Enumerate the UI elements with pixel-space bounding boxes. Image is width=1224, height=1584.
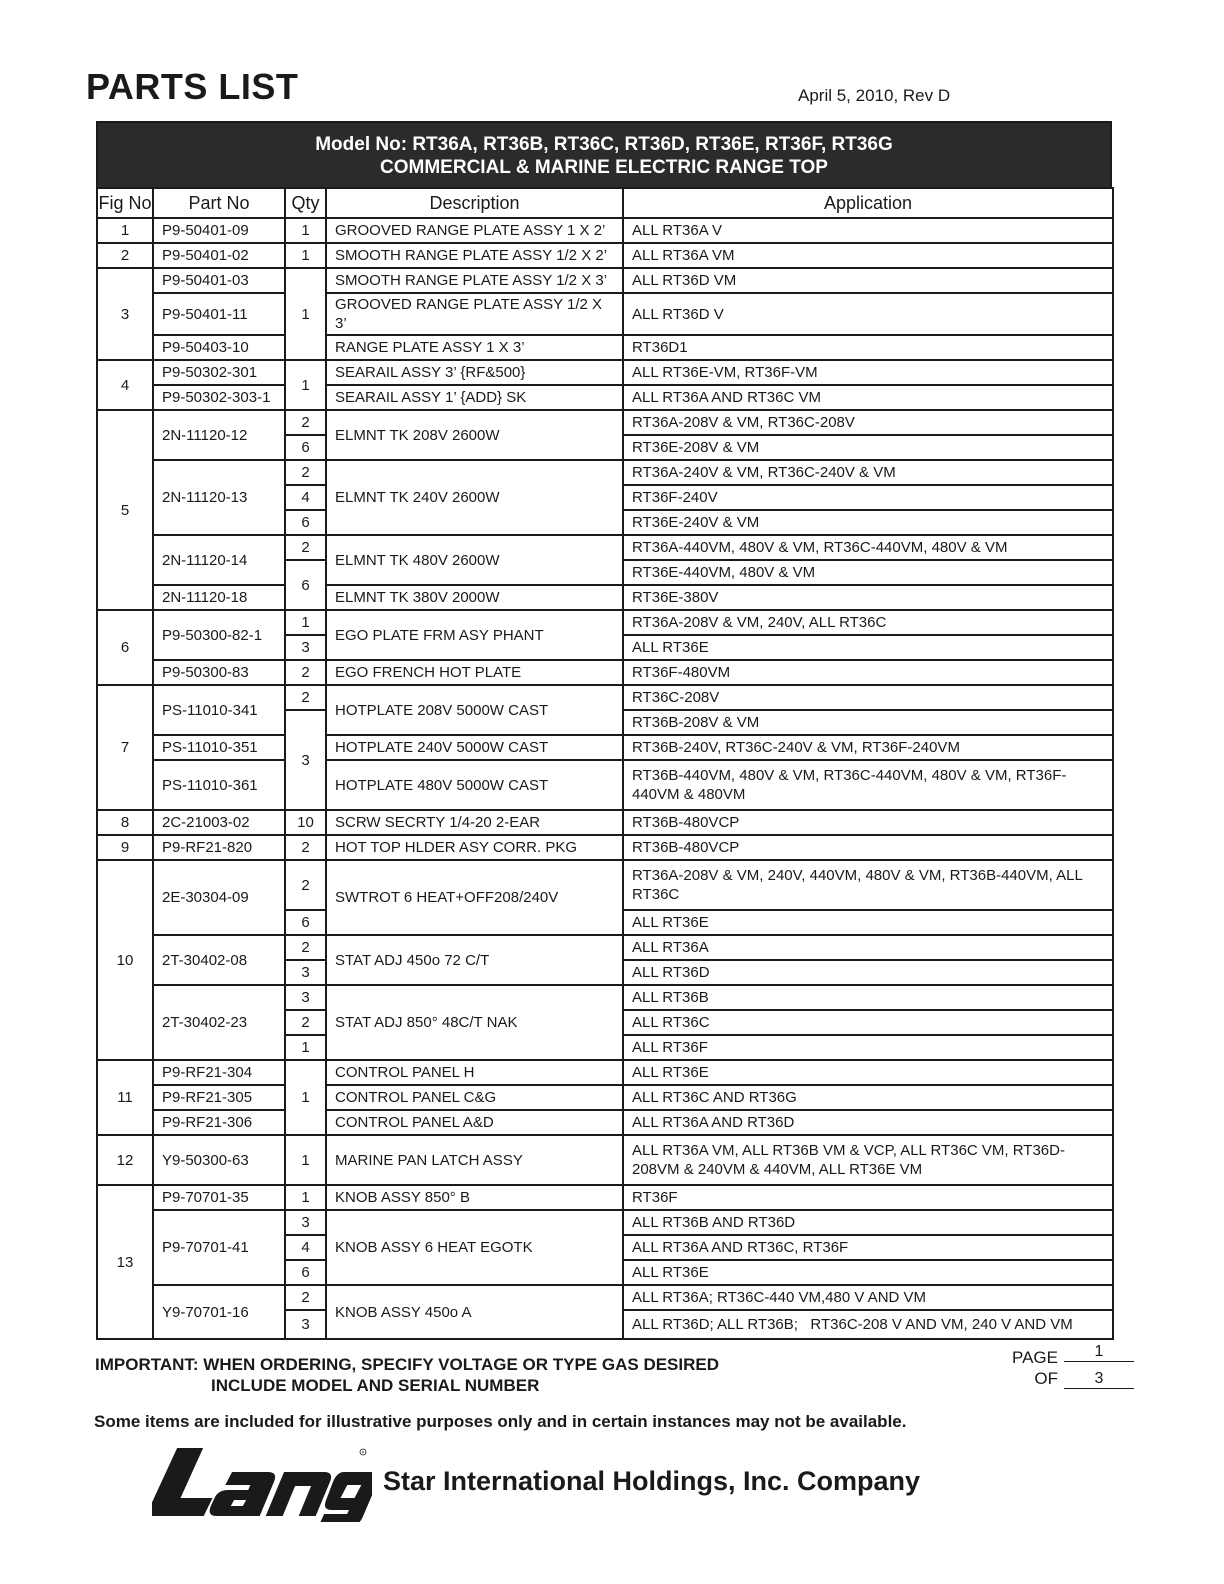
table-row [97, 1210, 1113, 1235]
description-cell: GROOVED RANGE PLATE ASSY 1 X 2’ [326, 218, 623, 243]
qty-cell: 2 [285, 835, 326, 860]
qty-cell: 3 [285, 960, 326, 985]
part-cell: P9-50401-11 [153, 293, 285, 335]
part-cell: 2N-11120-13 [153, 460, 285, 535]
application-cell: RT36B-480VCP [623, 835, 1113, 860]
fig-cell: 3 [97, 268, 153, 360]
application-cell: ALL RT36C [623, 1010, 1113, 1035]
application-cell: ALL RT36E [623, 1060, 1113, 1085]
application-cell: ALL RT36F [623, 1035, 1113, 1060]
table-row [97, 1060, 1113, 1085]
application-cell: RT36A-440VM, 480V & VM, RT36C-440VM, 480V & VM [623, 535, 1113, 560]
table-row [97, 1135, 1113, 1185]
table-row [97, 935, 1113, 960]
company-name: Star International Holdings, Inc. Company [383, 1466, 921, 1496]
table-row [97, 685, 1113, 710]
fig-cell: 11 [97, 1060, 153, 1135]
application-cell: ALL RT36A VM [623, 243, 1113, 268]
description-cell: SWTROT 6 HEAT+OFF208/240V [326, 860, 623, 935]
table-row [97, 860, 1113, 910]
application-cell: ALL RT36D; ALL RT36B; RT36C-208 V AND VM, 240 V AND VM [623, 1310, 1113, 1339]
application-cell: RT36A-208V & VM, 240V, ALL RT36C [623, 610, 1113, 635]
part-cell: P9-50300-82-1 [153, 610, 285, 660]
part-cell: P9-70701-41 [153, 1210, 285, 1285]
qty-cell: 2 [285, 535, 326, 560]
application-cell: ALL RT36A AND RT36C VM [623, 385, 1113, 410]
fig-cell: 12 [97, 1135, 153, 1185]
part-cell: PS-11010-361 [153, 760, 285, 810]
description-cell: HOTPLATE 480V 5000W CAST [326, 760, 623, 810]
application-cell: RT36A-208V & VM, RT36C-208V [623, 410, 1113, 435]
qty-cell: 2 [285, 660, 326, 685]
important-line-2: INCLUDE MODEL AND SERIAL NUMBER [211, 1376, 540, 1395]
table-header-row [97, 188, 1113, 218]
qty-cell: 1 [285, 1035, 326, 1060]
qty-cell: 2 [285, 460, 326, 485]
table-row [97, 985, 1113, 1010]
qty-cell: 6 [285, 910, 326, 935]
qty-cell: 4 [285, 1235, 326, 1260]
part-cell: Y9-50300-63 [153, 1135, 285, 1185]
of-label: OF [1034, 1369, 1058, 1388]
description-cell: KNOB ASSY 6 HEAT EGOTK [326, 1210, 623, 1285]
application-cell: RT36E-440VM, 480V & VM [623, 560, 1113, 585]
application-cell: ALL RT36E [623, 910, 1113, 935]
table-row [97, 385, 1113, 410]
qty-cell: 3 [285, 1210, 326, 1235]
fig-cell: 13 [97, 1185, 153, 1339]
part-cell: P9-50403-10 [153, 335, 285, 360]
application-cell: RT36F [623, 1185, 1113, 1210]
important-line-1: IMPORTANT: WHEN ORDERING, SPECIFY VOLTAGE OR TYPE GAS DESIRED [95, 1355, 720, 1374]
table-row [97, 810, 1113, 835]
revision-date: April 5, 2010, Rev D [798, 86, 951, 105]
qty-cell: 1 [285, 243, 326, 268]
application-cell: RT36F-240V [623, 485, 1113, 510]
application-cell: ALL RT36D [623, 960, 1113, 985]
application-cell: ALL RT36E [623, 1260, 1113, 1285]
part-cell: 2C-21003-02 [153, 810, 285, 835]
fig-cell: 10 [97, 860, 153, 1060]
page-label: PAGE [1012, 1348, 1058, 1367]
fig-cell: 6 [97, 610, 153, 685]
part-cell: 2N-11120-12 [153, 410, 285, 460]
application-cell: ALL RT36E-VM, RT36F-VM [623, 360, 1113, 385]
part-cell: P9-RF21-304 [153, 1060, 285, 1085]
part-cell: P9-50302-301 [153, 360, 285, 385]
part-cell: P9-50401-09 [153, 218, 285, 243]
qty-cell: 2 [285, 1010, 326, 1035]
qty-cell: 1 [285, 1060, 326, 1135]
page-total: 3 [1064, 1370, 1134, 1389]
table-row [97, 1110, 1113, 1135]
application-cell: RT36B-208V & VM [623, 710, 1113, 735]
description-cell: STAT ADJ 850° 48C/T NAK [326, 985, 623, 1060]
qty-cell: 1 [285, 610, 326, 635]
table-row [97, 243, 1113, 268]
part-cell: 2N-11120-18 [153, 585, 285, 610]
qty-cell: 3 [285, 985, 326, 1010]
page-total-row [1006, 1368, 1134, 1389]
application-cell: ALL RT36D V [623, 293, 1113, 335]
page-row [1006, 1343, 1134, 1368]
application-cell: ALL RT36A AND RT36C, RT36F [623, 1235, 1113, 1260]
fig-cell: 5 [97, 410, 153, 610]
page-title: PARTS LIST [86, 66, 299, 107]
description-cell: SEARAIL ASSY 3’ {RF&500} [326, 360, 623, 385]
disclaimer-note: Some items are included for illustrative purposes only and in certain instances may not be available. [94, 1412, 907, 1431]
parts-table-container [96, 121, 1112, 1340]
col-header-description: Description [326, 188, 623, 218]
application-cell: ALL RT36A V [623, 218, 1113, 243]
part-cell: Y9-70701-16 [153, 1285, 285, 1339]
application-cell: ALL RT36C AND RT36G [623, 1085, 1113, 1110]
table-row [97, 585, 1113, 610]
fig-cell: 1 [97, 218, 153, 243]
table-row [97, 660, 1113, 685]
qty-cell: 10 [285, 810, 326, 835]
qty-cell: 6 [285, 560, 326, 610]
part-cell: P9-70701-35 [153, 1185, 285, 1210]
application-cell: RT36D1 [623, 335, 1113, 360]
qty-cell: 6 [285, 510, 326, 535]
fig-cell: 4 [97, 360, 153, 410]
page-counter [1006, 1343, 1134, 1389]
description-cell: CONTROL PANEL C&G [326, 1085, 623, 1110]
application-cell: ALL RT36B [623, 985, 1113, 1010]
application-cell: RT36B-440VM, 480V & VM, RT36C-440VM, 480V & VM, RT36F-440VM & 480VM [623, 760, 1113, 810]
table-row [97, 218, 1113, 243]
qty-cell: 4 [285, 485, 326, 510]
application-cell: RT36E-208V & VM [623, 435, 1113, 460]
lang-logo [152, 1444, 372, 1522]
qty-cell: 1 [285, 218, 326, 243]
application-cell: ALL RT36A VM, ALL RT36B VM & VCP, ALL RT36C VM, RT36D-208VM & 240VM & 440VM, ALL RT36E VM [623, 1135, 1113, 1185]
part-cell: P9-RF21-820 [153, 835, 285, 860]
fig-cell: 7 [97, 685, 153, 810]
qty-cell: 3 [285, 635, 326, 660]
application-cell: RT36C-208V [623, 685, 1113, 710]
description-cell: GROOVED RANGE PLATE ASSY 1/2 X 3’ [326, 293, 623, 335]
description-cell: MARINE PAN LATCH ASSY [326, 1135, 623, 1185]
fig-cell: 2 [97, 243, 153, 268]
description-cell: SMOOTH RANGE PLATE ASSY 1/2 X 3’ [326, 268, 623, 293]
application-cell: RT36E-380V [623, 585, 1113, 610]
table-row [97, 268, 1113, 293]
description-cell: CONTROL PANEL H [326, 1060, 623, 1085]
table-row [97, 1085, 1113, 1110]
application-cell: RT36B-480VCP [623, 810, 1113, 835]
table-row [97, 410, 1113, 435]
table-row [97, 610, 1113, 635]
part-cell: PS-11010-351 [153, 735, 285, 760]
application-cell: ALL RT36A [623, 935, 1113, 960]
application-cell: ALL RT36E [623, 635, 1113, 660]
description-cell: ELMNT TK 480V 2600W [326, 535, 623, 585]
description-cell: KNOB ASSY 450o A [326, 1285, 623, 1339]
table-row [97, 735, 1113, 760]
application-cell: RT36F-480VM [623, 660, 1113, 685]
table-row [97, 460, 1113, 485]
description-cell: SCRW SECRTY 1/4-20 2-EAR [326, 810, 623, 835]
table-row [97, 293, 1113, 335]
application-cell: ALL RT36B AND RT36D [623, 1210, 1113, 1235]
table-row [97, 335, 1113, 360]
model-banner [96, 121, 1112, 187]
part-cell: P9-50401-02 [153, 243, 285, 268]
qty-cell: 1 [285, 268, 326, 360]
table-row [97, 1285, 1113, 1310]
application-cell: RT36B-240V, RT36C-240V & VM, RT36F-240VM [623, 735, 1113, 760]
part-cell: P9-RF21-305 [153, 1085, 285, 1110]
qty-cell: 2 [285, 410, 326, 435]
table-row [97, 760, 1113, 810]
application-cell: ALL RT36D VM [623, 268, 1113, 293]
part-cell: P9-50300-83 [153, 660, 285, 685]
table-row [97, 835, 1113, 860]
page-number: 1 [1064, 1343, 1134, 1362]
description-cell: HOTPLATE 208V 5000W CAST [326, 685, 623, 735]
qty-cell: 2 [285, 1285, 326, 1310]
qty-cell: 6 [285, 1260, 326, 1285]
description-cell: EGO FRENCH HOT PLATE [326, 660, 623, 685]
description-cell: ELMNT TK 240V 2600W [326, 460, 623, 535]
product-description: COMMERCIAL & MARINE ELECTRIC RANGE TOP [380, 157, 828, 178]
svg-text:R: R [361, 1449, 365, 1455]
part-cell: P9-50302-303-1 [153, 385, 285, 410]
application-cell: RT36E-240V & VM [623, 510, 1113, 535]
col-header-part: Part No [153, 188, 285, 218]
part-cell: PS-11010-341 [153, 685, 285, 735]
application-cell: RT36A-240V & VM, RT36C-240V & VM [623, 460, 1113, 485]
description-cell: SMOOTH RANGE PLATE ASSY 1/2 X 2’ [326, 243, 623, 268]
fig-cell: 9 [97, 835, 153, 860]
description-cell: KNOB ASSY 850° B [326, 1185, 623, 1210]
col-header-qty: Qty [285, 188, 326, 218]
qty-cell: 3 [285, 1310, 326, 1339]
description-cell: ELMNT TK 380V 2000W [326, 585, 623, 610]
qty-cell: 6 [285, 435, 326, 460]
qty-cell: 1 [285, 360, 326, 410]
ordering-instructions [95, 1354, 719, 1396]
col-header-application: Application [623, 188, 1113, 218]
description-cell: RANGE PLATE ASSY 1 X 3’ [326, 335, 623, 360]
qty-cell: 1 [285, 1135, 326, 1185]
qty-cell: 3 [285, 710, 326, 810]
description-cell: EGO PLATE FRM ASY PHANT [326, 610, 623, 660]
qty-cell: 2 [285, 935, 326, 960]
model-numbers: Model No: RT36A, RT36B, RT36C, RT36D, RT36E, RT36F, RT36G [315, 134, 893, 155]
description-cell: SEARAIL ASSY 1’ {ADD} SK [326, 385, 623, 410]
application-cell: ALL RT36A; RT36C-440 VM,480 V AND VM [623, 1285, 1113, 1310]
qty-cell: 1 [285, 1185, 326, 1210]
col-header-fig: Fig No [97, 188, 153, 218]
description-cell: HOTPLATE 240V 5000W CAST [326, 735, 623, 760]
application-cell: ALL RT36A AND RT36D [623, 1110, 1113, 1135]
application-cell: RT36A-208V & VM, 240V, 440VM, 480V & VM, RT36B-440VM, ALL RT36C [623, 860, 1113, 910]
qty-cell: 2 [285, 685, 326, 710]
table-row [97, 1185, 1113, 1210]
description-cell: ELMNT TK 208V 2600W [326, 410, 623, 460]
table-row [97, 360, 1113, 385]
fig-cell: 8 [97, 810, 153, 835]
description-cell: HOT TOP HLDER ASY CORR. PKG [326, 835, 623, 860]
part-cell: P9-RF21-306 [153, 1110, 285, 1135]
description-cell: CONTROL PANEL A&D [326, 1110, 623, 1135]
description-cell: STAT ADJ 450o 72 C/T [326, 935, 623, 985]
qty-cell: 2 [285, 860, 326, 910]
part-cell: 2T-30402-23 [153, 985, 285, 1060]
part-cell: P9-50401-03 [153, 268, 285, 293]
parts-table [96, 187, 1114, 1340]
part-cell: 2N-11120-14 [153, 535, 285, 585]
part-cell: 2E-30304-09 [153, 860, 285, 935]
table-row [97, 535, 1113, 560]
part-cell: 2T-30402-08 [153, 935, 285, 985]
